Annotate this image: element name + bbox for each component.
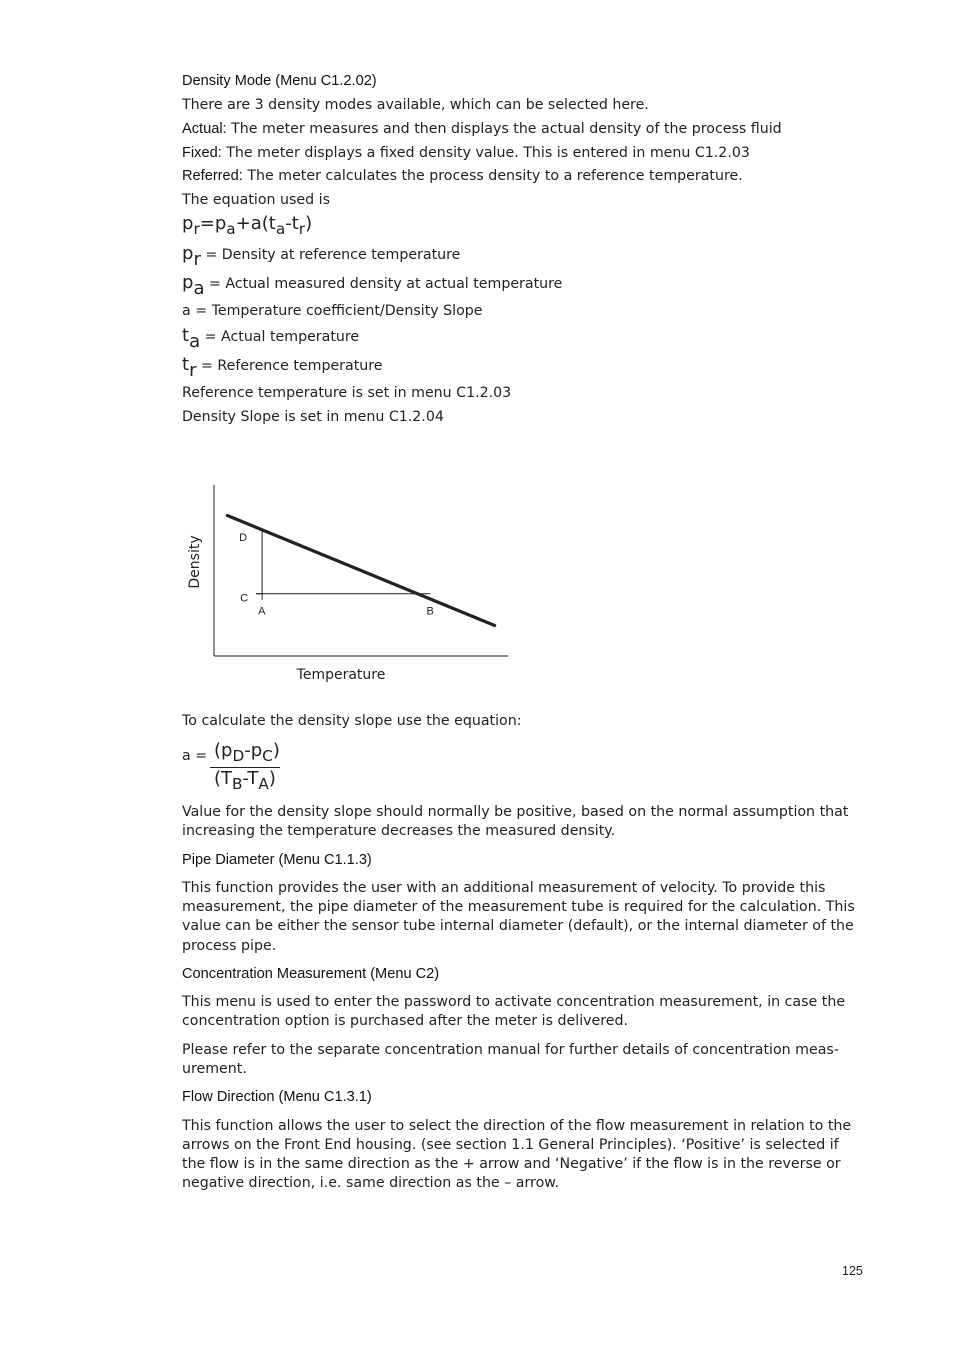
concentration-p1-line-2: concentration option is purchased after the meter is delivered. — [182, 1013, 629, 1029]
flow-direction-line-4: negative direction, i.e. same direction as the – arrow. — [182, 1175, 560, 1191]
concentration-p1-line-1: This menu is used to enter the password to activate concentration measurement, in case the — [182, 994, 846, 1010]
pipe-diameter-line-4: process pipe. — [182, 938, 277, 954]
point-label-a: A — [258, 605, 266, 618]
flow-direction-line-2: arrows on the Front End housing. (see section 1.1 General Principles). ‘Positive’ is selected if — [182, 1137, 839, 1153]
y-axis-label: Density — [187, 535, 203, 589]
flow-direction-line-1: This function allows the user to select the direction of the flow measurement in relation to the — [182, 1118, 852, 1134]
flow-direction-heading: Flow Direction (Menu C1.3.1) — [182, 1089, 372, 1105]
concentration-heading: Concentration Measurement (Menu C2) — [182, 966, 440, 982]
formula-numerator: (pD-pC) — [214, 740, 280, 766]
slope-note-line-2: increasing the temperature decreases the measured density. — [182, 823, 616, 839]
equation-intro: The equation used is — [182, 192, 330, 208]
concentration-p2-line-2: urement. — [182, 1061, 247, 1077]
pipe-diameter-line-1: This function provides the user with an additional measurement of velocity. To provide this — [182, 880, 826, 896]
definition-a: a = Temperature coefficient/Density Slope — [182, 303, 483, 319]
x-axis-label: Temperature — [296, 667, 386, 683]
point-label-d: D — [239, 531, 248, 544]
flow-direction-line-3: the flow is in the same direction as the + arrow and ‘Negative’ if the flow is in the reverse or — [182, 1156, 841, 1172]
definition-tr: tr = Reference temperature — [182, 354, 383, 382]
density-mode-heading: Density Mode (Menu C1.2.02) — [182, 73, 377, 89]
reference-temp-note: Reference temperature is set in menu C1.2.03 — [182, 385, 512, 401]
mode-actual-label: Actual: — [182, 121, 227, 137]
slope-intro: To calculate the density slope use the equation: — [182, 713, 522, 729]
density-slope-note: Density Slope is set in menu C1.2.04 — [182, 409, 444, 425]
pipe-diameter-heading: Pipe Diameter (Menu C1.1.3) — [182, 852, 372, 868]
slope-formula — [182, 742, 302, 798]
mode-referred-label: Referred: — [182, 168, 243, 184]
mode-actual-text: The meter measures and then displays the actual density of the process fluid — [226, 121, 782, 137]
page-number: 125 — [842, 1264, 863, 1278]
definition-pa: pa = Actual measured density at actual temperature — [182, 272, 563, 300]
density-line — [227, 516, 494, 626]
mode-fixed-label: Fixed: — [182, 145, 222, 161]
density-equation: pr=pa+a(ta-tr) — [182, 213, 313, 239]
definition-ta: ta = Actual temperature — [182, 325, 360, 353]
definition-pr: pr = Density at reference temperature — [182, 243, 461, 271]
mode-fixed-text: The meter displays a fixed density value. This is entered in menu C1.2.03 — [221, 145, 750, 161]
pipe-diameter-line-2: measurement, the pipe diameter of the measurement tube is required for the calculation. This — [182, 899, 855, 915]
point-label-c: C — [240, 592, 249, 605]
mode-referred-text: The meter calculates the process density to a reference temperature. — [242, 168, 743, 184]
formula-lhs: a = — [182, 748, 208, 764]
pipe-diameter-line-3: value can be either the sensor tube internal diameter (default), or the internal diameter of the — [182, 918, 854, 934]
concentration-p2-line-1: Please refer to the separate concentration manual for further details of concentration meas- — [182, 1042, 839, 1058]
formula-denominator: (TB-TA) — [214, 768, 276, 794]
point-label-b: B — [426, 605, 434, 618]
density-mode-intro: There are 3 density modes available, which can be selected here. — [182, 97, 649, 113]
slope-note-line-1: Value for the density slope should normally be positive, based on the normal assumption that — [182, 804, 849, 820]
